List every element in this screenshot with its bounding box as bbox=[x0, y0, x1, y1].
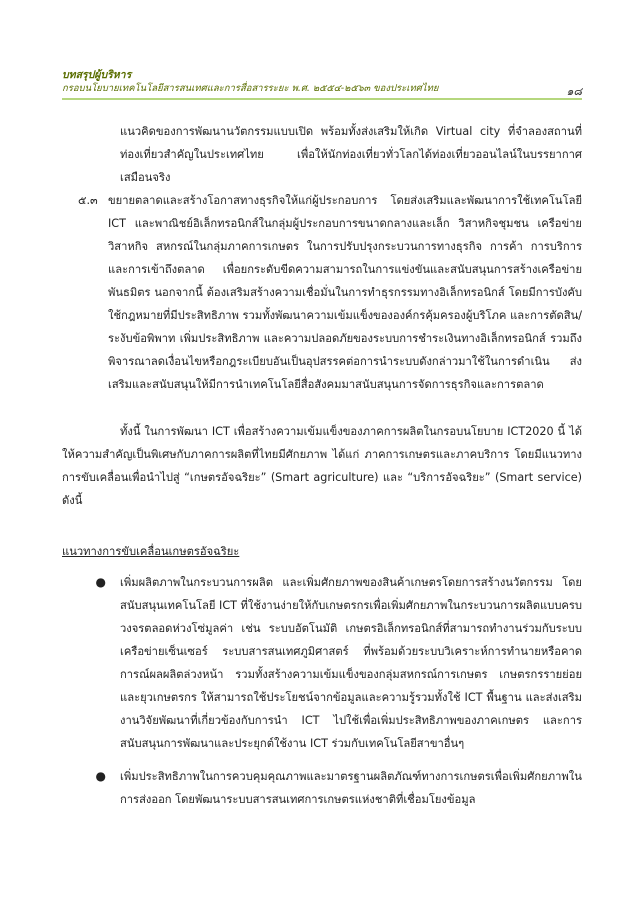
header-rule bbox=[62, 98, 582, 100]
header-subtitle: กรอบนโยบายเทคโนโลยีสารสนเทศและการสื่อสารระยะ พ.ศ. ๒๕๕๔-๒๕๖๓ ของประเทศไทย bbox=[62, 83, 439, 94]
bullet-item bbox=[62, 765, 582, 811]
bullet-icon: ● bbox=[95, 769, 106, 783]
list-item-5-3 bbox=[62, 189, 582, 396]
page-number: ๑๘ bbox=[566, 85, 582, 98]
bullet-text: เพิ่มประสิทธิภาพในการควบคุมคุณภาพและมาตรฐานผลิตภัณฑ์ทางการเกษตรเพื่อเพิ่มศักยภาพในการส่งออก โดยพัฒนาระบบสารสนเทศการเกษตรแห่งชาติที่เชื่อมโยงข้อมูล bbox=[120, 770, 582, 806]
body-content bbox=[62, 120, 582, 811]
header-title: บทสรุปผู้บริหาร bbox=[62, 69, 132, 81]
bullet-icon: ● bbox=[95, 575, 106, 589]
bullet-item bbox=[62, 571, 582, 755]
item-text: ขยายตลาดและสร้างโอกาสทางธุรกิจให้แก่ผู้ประกอบการ โดยส่งเสริมและพัฒนาการใช้เทคโนโลยี ICT และพาณิชย์อิเล็กทรอนิกส์ในกลุ่มผู้ประกอบการขนาดกลางและเล็ก วิสาหกิจชุมชน เครือข่ายวิสาหกิจ สหกรณ์ในกลุ่มภาคการเกษตร ในการปรับปรุงกระบวนการทางธุรกิจ การค้า การบริการ และการเข้าถึงตลาด เพื่อยกระดับขีดความสามารถในการแข่งขันและสนับสนุนการสร้างเครือข่ายพันธมิตร นอกจากนี้ ต้องเสริมสร้างความเชื่อมั่นในการทำธุรกรรมทางอิเล็กทรอนิกส์ โดยมีการบังคับใช้กฎหมายที่มีประสิทธิภาพ รวมทั้งพัฒนาความเข้มแข็งขององค์กรคุ้มครองผู้บริโภค และการตัดสิน/ระงับข้อพิพาท เพิ่มประสิทธิภาพ และความปลอดภัยของระบบการชำระเงินทางอิเล็กทรอนิกส์ รวมถึงพิจารณาลดเงื่อนไขหรือกฎระเบียบอันเป็นอุปสรรคต่อการนำระบบดังกล่าวมาใช้ในการดำเนิน ส่งเสริมและสนับสนุนให้มีการนำเทคโนโลยีสื่อสังคมมาสนับสนุนการจัดการธุรกิจและการตลาด bbox=[108, 194, 582, 391]
intro-continuation: แนวคิดของการพัฒนานวัตกรรมแบบเปิด พร้อมทั้งส่งเสริมให้เกิด Virtual city ที่จำลองสถานที่ท่องเที่ยวสำคัญในประเทศไทย เพื่อให้นักท่องเที่ยวทั่วโลกได้ท่องเที่ยวออนไลน์ในบรรยากาศเสมือนจริง bbox=[120, 125, 582, 184]
bullet-text: เพิ่มผลิตภาพในกระบวนการผลิต และเพิ่มศักยภาพของสินค้าเกษตรโดยการสร้างนวัตกรรม โดยสนับสนุนเทคโนโลยี ICT ที่ใช้งานง่ายให้กับเกษตรกรเพื่อเพิ่มศักยภาพในกระบวนการผลิตแบบครบวงจรตลอดห่วงโซ่มูลค่า เช่น ระบบอัตโนมัติ เกษตรอิเล็กทรอนิกส์ที่สามารถทำงานร่วมกับระบบเครือข่ายเซ็นเซอร์ ระบบสารสนเทศภูมิศาสตร์ ที่พร้อมด้วยระบบวิเคราะห์การทำนายหรือคาดการณ์ผลผลิตล่วงหน้า รวมทั้งสร้างความเข้มแข็งของกลุ่มสหกรณ์การเกษตร เกษตรกรรายย่อย และยุวเกษตรกร ให้สามารถใช้ประโยชน์จากข้อมูลและความรู้รวมทั้งใช้ ICT พื้นฐาน และส่งเสริมงานวิจัยพัฒนาที่เกี่ยวข้องกับการนำ ICT ไปใช้เพื่อเพิ่มประสิทธิภาพของภาคเกษตร และการสนับสนุนการพัฒนาและประยุกต์ใช้งาน ICT ร่วมกับเทคโนโลยีสาขาอื่นๆ bbox=[120, 576, 583, 750]
section-title: แนวทางการขับเคลื่อนเกษตรอัจฉริยะ bbox=[62, 545, 240, 558]
summary-paragraph: ทั้งนี้ ในการพัฒนา ICT เพื่อสร้างความเข้มแข็งของภาคการผลิตในกรอบนโยบาย ICT2020 นี้ ได้ให้ความสำคัญเป็นพิเศษกับภาคการผลิตที่ไทยมีศักยภาพ ได้แก่ ภาคการเกษตรและภาคบริการ โดยมีแนวทางการขับเคลื่อนเพื่อนำไปสู่ “เกษตรอัจฉริยะ” (Smart agriculture) และ “บริการอัจฉริยะ” (Smart service) ดังนี้ bbox=[62, 425, 582, 507]
page-header bbox=[62, 68, 582, 98]
item-number: ๕.๓ bbox=[78, 194, 98, 207]
